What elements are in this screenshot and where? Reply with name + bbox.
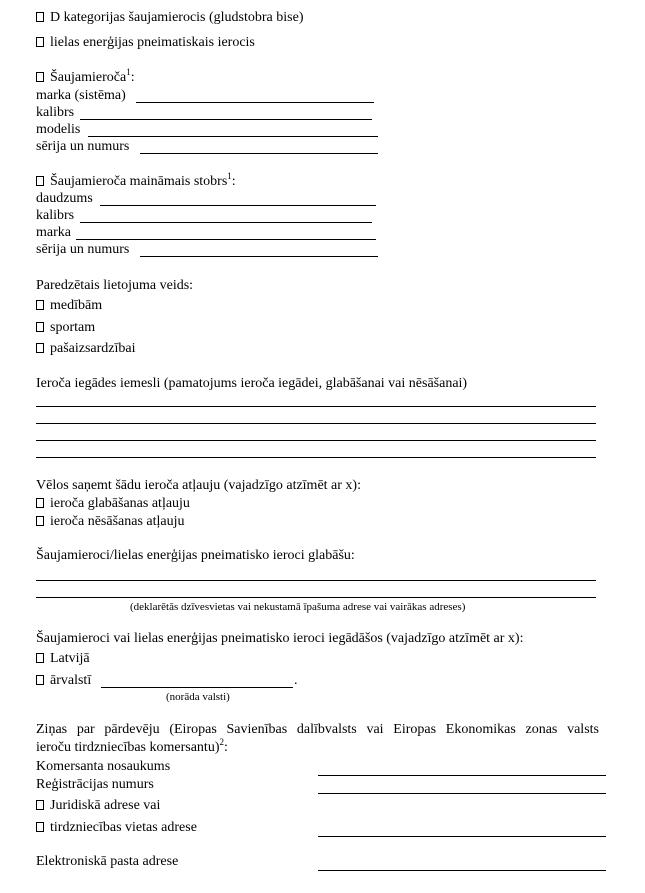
permit-carry-checkbox[interactable] — [36, 516, 44, 526]
legal-address-option[interactable]: Juridiskā adrese vai — [36, 798, 160, 814]
barrel-serial-field[interactable] — [140, 256, 378, 257]
high-energy-pneumatic-option[interactable]: lielas enerģijas pneimatiskais ierocis — [36, 35, 255, 51]
firearm-checkbox[interactable] — [36, 72, 44, 82]
usage-hunting-checkbox[interactable] — [36, 300, 44, 310]
email-label: Elektroniskā pasta adrese — [36, 854, 179, 869]
email-field[interactable] — [318, 870, 606, 871]
address-field[interactable] — [318, 836, 606, 837]
company-name-field[interactable] — [318, 775, 606, 776]
reason-line-3[interactable] — [36, 440, 596, 441]
acquisition-country-note: (norāda valsti) — [166, 691, 230, 703]
acquisition-abroad-option[interactable]: ārvalstī — [36, 673, 91, 689]
storage-line-2[interactable] — [36, 597, 596, 598]
firearm-caliber-label: kalibrs — [36, 105, 75, 120]
barrel-caliber-field[interactable] — [80, 222, 372, 223]
usage-title: Paredzētais lietojuma veids: — [36, 278, 194, 293]
firearm-serial-field[interactable] — [140, 153, 378, 154]
storage-note: (deklarētās dzīvesvietas vai nekustamā īpašuma adrese vai vairākas adreses) — [130, 601, 466, 613]
firearm-serial-label: sērija un numurs — [36, 139, 130, 154]
acquisition-latvia-option[interactable]: Latvijā — [36, 651, 90, 667]
high-energy-pneumatic-checkbox[interactable] — [36, 37, 44, 47]
usage-sport-option[interactable]: sportam — [36, 320, 95, 336]
reason-line-2[interactable] — [36, 423, 596, 424]
barrel-brand-field[interactable] — [76, 239, 376, 240]
barrel-quantity-field[interactable] — [100, 205, 376, 206]
seller-title-line2: ieroču tirdzniecības komersantu)$^2$: — [36, 737, 228, 755]
permit-carry-option[interactable]: ieroča nēsāšanas atļauju — [36, 514, 185, 530]
firearm-model-field[interactable] — [88, 136, 378, 137]
permit-title: Vēlos saņemt šādu ieroča atļauju (vajadzīgo atzīmēt ar x): — [36, 478, 361, 493]
firearm-model-label: modelis — [36, 122, 81, 137]
trade-address-checkbox[interactable] — [36, 822, 44, 832]
trade-address-option[interactable]: tirdzniecības vietas adrese — [36, 820, 197, 836]
reason-line-4[interactable] — [36, 457, 596, 458]
usage-sport-checkbox[interactable] — [36, 322, 44, 332]
storage-line-1[interactable] — [36, 580, 596, 581]
barrel-caliber-label: kalibrs — [36, 208, 75, 223]
d-category-checkbox[interactable] — [36, 12, 44, 22]
acquisition-title: Šaujamieroci vai lielas enerģijas pneimatisko ieroci iegādāšos (vajadzīgo atzīmēt ar x): — [36, 631, 524, 646]
firearm-brand-label: marka (sistēma) — [36, 88, 126, 103]
legal-address-checkbox[interactable] — [36, 800, 44, 810]
storage-title: Šaujamieroci/lielas enerģijas pneimatisko ieroci glabāšu: — [36, 548, 355, 563]
acquisition-latvia-checkbox[interactable] — [36, 653, 44, 663]
firearm-section[interactable]: Šaujamieroča$^1$: — [36, 70, 135, 86]
barrel-checkbox[interactable] — [36, 176, 44, 186]
reg-number-field[interactable] — [318, 793, 606, 794]
acquisition-abroad-end: . — [294, 673, 298, 688]
reason-title: Ieroča iegādes iemesli (pamatojums ieroča iegādei, glabāšanai vai nēsāšanai) — [36, 376, 468, 391]
usage-self-defense-option[interactable]: pašaizsardzībai — [36, 341, 136, 357]
company-name-label: Komersanta nosaukums — [36, 759, 171, 774]
firearm-caliber-field[interactable] — [80, 119, 372, 120]
reason-line-1[interactable] — [36, 406, 596, 407]
barrel-section[interactable]: Šaujamieroča maināmais stobrs$^1$: — [36, 174, 236, 190]
barrel-serial-label: sērija un numurs — [36, 242, 130, 257]
d-category-option[interactable]: D kategorijas šaujamierocis (gludstobra bise) — [36, 10, 303, 26]
reg-number-label: Reģistrācijas numurs — [36, 777, 154, 792]
seller-title-line1: Ziņas par pārdevēju (Eiropas Savienības dalībvalsts vai Eiropas Ekonomikas zonas valsts — [36, 722, 599, 737]
firearm-brand-field[interactable] — [136, 102, 374, 103]
permit-storage-checkbox[interactable] — [36, 498, 44, 508]
usage-hunting-option[interactable]: medībām — [36, 298, 102, 314]
barrel-quantity-label: daudzums — [36, 191, 93, 206]
acquisition-country-field[interactable] — [101, 687, 293, 688]
usage-self-defense-checkbox[interactable] — [36, 343, 44, 353]
permit-storage-option[interactable]: ieroča glabāšanas atļauju — [36, 496, 190, 512]
acquisition-abroad-checkbox[interactable] — [36, 675, 44, 685]
barrel-brand-label: marka — [36, 225, 71, 240]
